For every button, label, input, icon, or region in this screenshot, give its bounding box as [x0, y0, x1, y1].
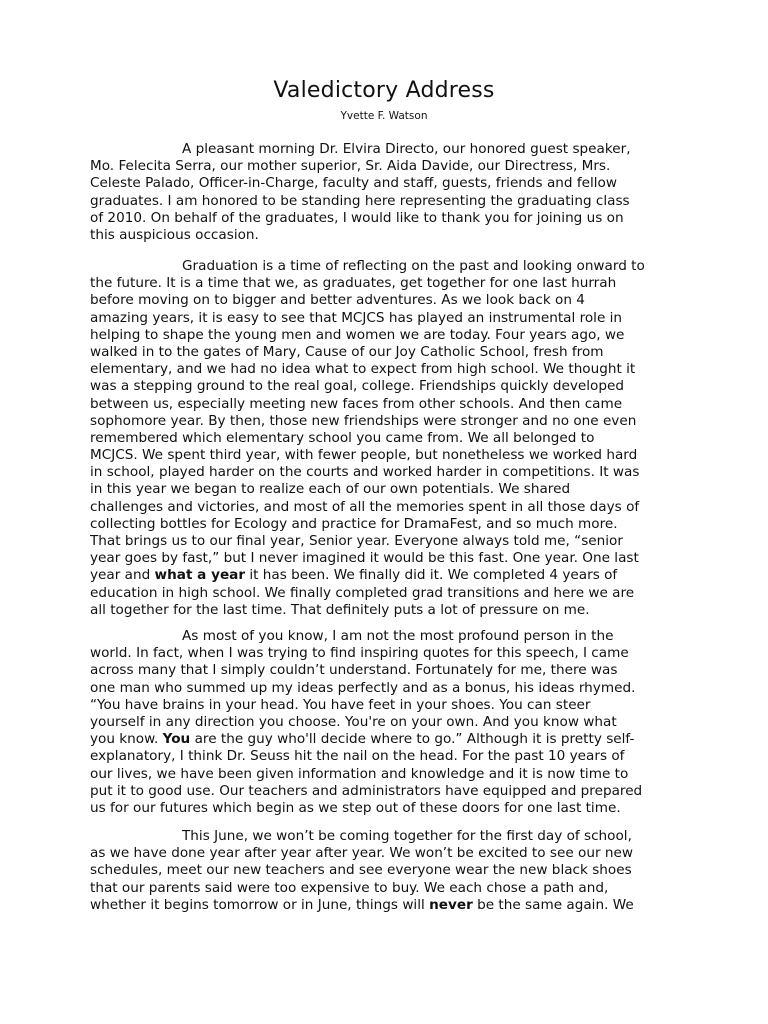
- text-line: [90, 862, 680, 879]
- document-author: Yvette F. Watson: [340, 110, 428, 122]
- line-text: amazing years, it is easy to see that MCJCS has played an instrumental role in: [90, 309, 623, 326]
- text-line: [90, 227, 680, 244]
- text-line: [90, 275, 680, 292]
- line-text: graduates. I am honored to be standing here representing the graduating class: [90, 192, 630, 209]
- line-text: collecting bottles for Ecology and practice for DramaFest, and so much more.: [90, 515, 618, 532]
- paragraph-june: [90, 828, 680, 914]
- line-text: As most of you know, I am not the most profound person in the: [182, 628, 614, 644]
- line-text: challenges and victories, and most of all the memories spent in all those days of: [90, 498, 640, 515]
- line-text: was a stepping ground to the real goal, college. Friendships quickly developed: [90, 378, 624, 395]
- line-text: That brings us to our final year, Senior year. Everyone always told me, “senior: [90, 533, 623, 549]
- text-line: [90, 714, 680, 731]
- paragraph-seuss: [90, 628, 680, 817]
- text-line: [90, 845, 680, 862]
- text-line: [90, 413, 680, 430]
- line-text: across many that I simply couldn’t understand. Fortunately for me, there was: [90, 662, 618, 679]
- line-text: Graduation is a time of reflecting on the past and looking onward to: [182, 258, 645, 274]
- text-line: [90, 210, 680, 227]
- line-text: as we have done year after year after year. We won’t be excited to see our new: [90, 845, 633, 862]
- text-line: [90, 697, 680, 714]
- text-line: [90, 430, 680, 447]
- line-text: elementary, and we had no idea what to expect from high school. We thought it: [90, 361, 636, 378]
- text-line: [90, 766, 680, 783]
- line-text: year goes by fast,” but I never imagined it would be this fast. One year. One last: [90, 550, 639, 567]
- line-text: A pleasant morning Dr. Elvira Directo, our honored guest speaker,: [182, 141, 631, 157]
- line-text: whether it begins tomorrow or in June, things will: [90, 896, 430, 913]
- line-text: walked in to the gates of Mary, Cause of our Joy Catholic School, fresh from: [90, 343, 604, 360]
- text-line: [90, 828, 680, 845]
- text-line: [90, 193, 680, 210]
- emphasized-text: what a year: [154, 567, 246, 584]
- line-text: remembered which elementary school you came from. We all belonged to: [90, 429, 595, 446]
- paragraph-greeting: [90, 141, 680, 244]
- line-text: in school, played harder on the courts and worked harder in competitions. It was: [90, 464, 640, 481]
- paragraph-graduation: [90, 258, 680, 619]
- text-line: [90, 361, 680, 378]
- line-text: helping to shape the young men and women we are today. Four years ago, we: [90, 326, 625, 343]
- line-text: world. In fact, when I was trying to find inspiring quotes for this speech, I came: [90, 645, 629, 662]
- line-text: all together for the last time. That definitely puts a lot of pressure on me.: [90, 601, 590, 618]
- line-text: it has been. We finally did it. We completed 4 years of: [245, 567, 618, 584]
- line-text: be the same again. We: [472, 896, 634, 913]
- text-line: [90, 158, 680, 175]
- text-line: [90, 310, 680, 327]
- line-text: our lives, we have been given information and knowledge and it is now time to: [90, 765, 629, 782]
- line-text: year and: [90, 567, 155, 584]
- line-text: schedules, meet our new teachers and see everyone wear the new black shoes: [90, 862, 632, 879]
- line-text: Mo. Felecita Serra, our mother superior, Sr. Aida Davide, our Directress, Mrs.: [90, 158, 611, 175]
- line-text: the future. It is a time that we, as graduates, get together for one last hurrah: [90, 275, 617, 292]
- text-line: [90, 499, 680, 516]
- text-line: [90, 897, 680, 914]
- line-text: This June, we won’t be coming together for the first day of school,: [182, 828, 632, 844]
- text-line: [90, 800, 680, 817]
- text-line: [90, 567, 680, 584]
- text-line: [90, 175, 680, 192]
- text-line: [90, 344, 680, 361]
- line-text: of 2010. On behalf of the graduates, I would like to thank you for joining us on: [90, 209, 624, 226]
- text-line: [90, 464, 680, 481]
- line-text: that our parents said were too expensive to buy. We each chose a path and,: [90, 879, 609, 896]
- text-line: [90, 783, 680, 800]
- document-title: Valedictory Address: [273, 78, 495, 103]
- line-text: you know.: [90, 731, 163, 748]
- line-text: between us, especially meeting new faces from other schools. And then came: [90, 395, 623, 412]
- text-line: [90, 645, 680, 662]
- text-line: [90, 396, 680, 413]
- line-text: yourself in any direction you choose. You're on your own. And you know what: [90, 713, 617, 730]
- text-line: [90, 516, 680, 533]
- text-line: [90, 258, 680, 275]
- line-text: education in high school. We finally completed grad transitions and here we are: [90, 584, 635, 601]
- text-line: [90, 680, 680, 697]
- text-line: [90, 378, 680, 395]
- text-line: [90, 585, 680, 602]
- text-line: [90, 550, 680, 567]
- text-line: [90, 292, 680, 309]
- line-text: Celeste Palado, Officer-in-Charge, faculty and staff, guests, friends and fellow: [90, 175, 617, 192]
- text-line: [90, 628, 680, 645]
- line-text: are the guy who'll decide where to go.” Although it is pretty self-: [190, 731, 635, 748]
- line-text: explanatory, I think Dr. Seuss hit the nail on the head. For the past 10 years of: [90, 748, 625, 765]
- emphasized-text: You: [162, 731, 191, 748]
- emphasized-text: never: [429, 896, 473, 913]
- text-line: [90, 481, 680, 498]
- line-text: MCJCS. We spent third year, with fewer people, but nonetheless we worked hard: [90, 447, 638, 464]
- text-line: [90, 880, 680, 897]
- line-text: “You have brains in your head. You have feet in your shoes. You can steer: [90, 696, 591, 713]
- text-line: [90, 731, 680, 748]
- line-text: in this year we began to realize each of our own potentials. We shared: [90, 481, 571, 498]
- line-text: one man who summed up my ideas perfectly and as a bonus, his ideas rhymed.: [90, 679, 636, 696]
- text-line: [90, 748, 680, 765]
- line-text: sophomore year. By then, those new friendships were stronger and no one even: [90, 412, 637, 429]
- text-line: [90, 447, 680, 464]
- line-text: before moving on to bigger and better adventures. As we look back on 4: [90, 292, 585, 309]
- line-text: this auspicious occasion.: [90, 226, 259, 243]
- line-text: us for our futures which begin as we step out of these doors for one last time.: [90, 799, 621, 816]
- text-line: [90, 327, 680, 344]
- line-text: put it to good use. Our teachers and administrators have equipped and prepared: [90, 782, 643, 799]
- text-line: [90, 602, 680, 619]
- text-line: [90, 533, 680, 550]
- text-line: [90, 662, 680, 679]
- text-line: [90, 141, 680, 158]
